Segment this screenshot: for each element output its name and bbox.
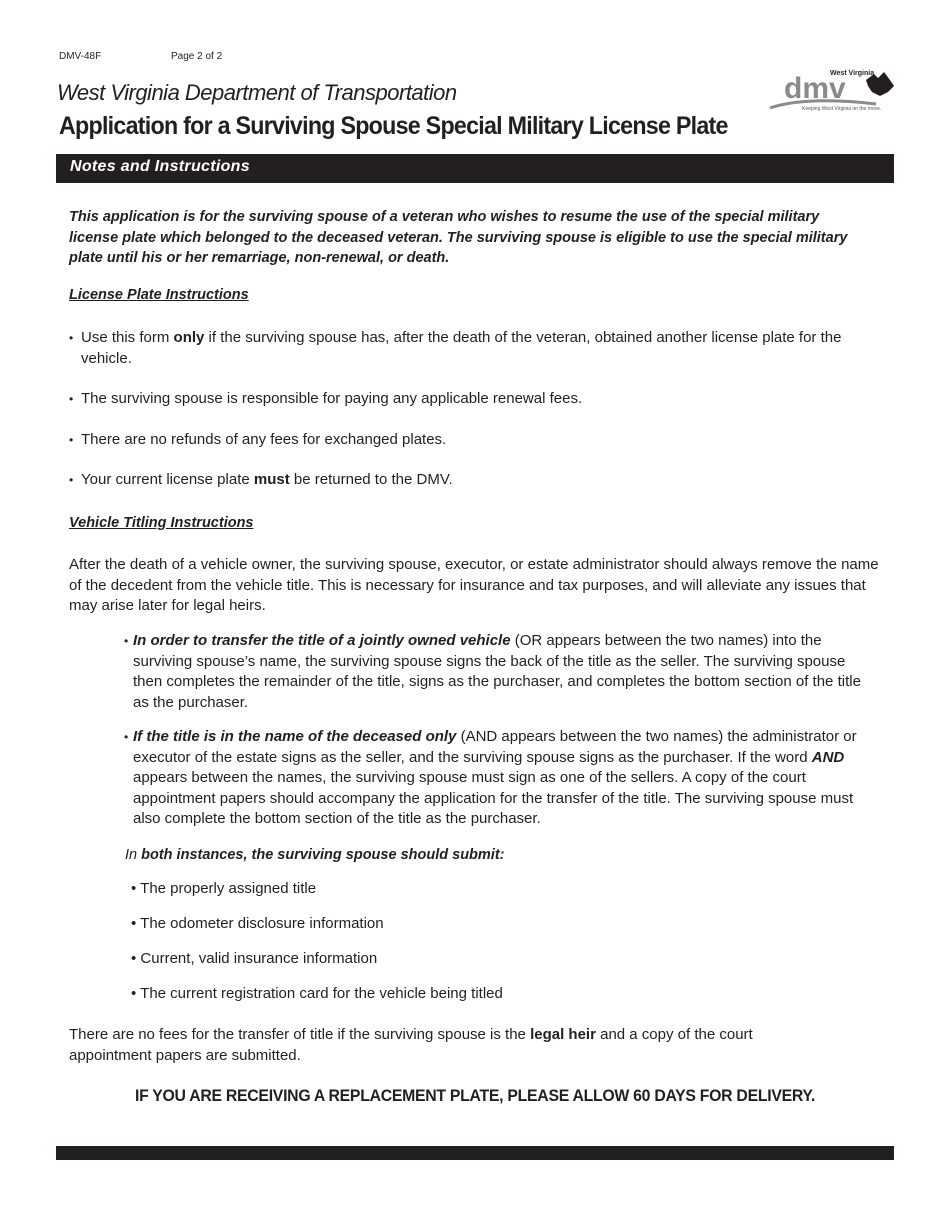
- bullet-dot: •: [69, 331, 74, 345]
- bullet-dot: •: [124, 634, 129, 648]
- license-bullet-4: [69, 470, 869, 491]
- titling-paragraph: After the death of a vehicle owner, the surviving spouse, executor, or estate administrator should always remove the name of the decedent from the vehicle title. This is necessary for insurance and tax purposes, and will alleviate any issues that may arise later for legal heirs.: [69, 556, 879, 614]
- bullet-dot: •: [69, 473, 74, 487]
- license-bullet-2: [69, 389, 869, 410]
- license-bullet-1: [69, 328, 869, 369]
- titling-joint-bullet: [124, 631, 876, 713]
- titling-joint-text: In order to transfer the title of a jointly owned vehicle (OR appears between the two names) into the surviving spouse’s name, the surviving spouse signs the back of the title as the seller. The surviving spouse then completes the remainder of the title, signs as the purchaser, and completes the bottom section of the title as the purchaser.: [133, 632, 861, 711]
- submit-item-4: • The current registration card for the vehicle being titled: [131, 985, 503, 1002]
- both-instances-heading: In both instances, the surviving spouse should submit:: [125, 847, 505, 863]
- titling-deceased-bullet: [124, 727, 876, 830]
- submit-item-1: • The properly assigned title: [131, 880, 317, 897]
- license-bullet-4-text: Your current license plate must be returned to the DMV.: [81, 471, 453, 488]
- fees-paragraph: There are no fees for the transfer of title if the surviving spouse is the legal heir and a copy of the court appointment papers are submitted.: [69, 1026, 753, 1064]
- dmv-logo-state: West Virginia: [830, 70, 875, 77]
- delivery-notice: IF YOU ARE RECEIVING A REPLACEMENT PLATE, PLEASE ALLOW 60 DAYS FOR DELIVERY.: [134, 1086, 816, 1105]
- bottom-bar: [56, 1146, 894, 1160]
- dmv-logo-tagline: Keeping West Virginia on the move.: [802, 106, 882, 112]
- bullet-dot: •: [69, 433, 74, 447]
- dmv-logo-text: dmv: [784, 72, 846, 105]
- titling-deceased-text: If the title is in the name of the deceased only (AND appears between the two names) the administrator or executor of the estate signs as the seller, and the surviving spouse signs as the purchaser. If the word AND appears between the names, the surviving spouse must sign as one of the sellers. A copy of the court appointment papers should accompany the application for the transfer of the title. The surviving spouse must also complete the bottom section of the title as the purchaser.: [133, 728, 857, 827]
- bullet-dot: •: [124, 730, 129, 744]
- titling-heading: Vehicle Titling Instructions: [69, 515, 254, 531]
- license-bullet-3: [69, 430, 869, 451]
- license-bullet-3-text: There are no refunds of any fees for exchanged plates.: [81, 431, 447, 448]
- submit-item-2: • The odometer disclosure information: [131, 915, 384, 932]
- intro-paragraph: This application is for the surviving spouse of a veteran who wishes to resume the use of the special military license plate which belonged to the deceased veteran. The surviving spouse is eligible to use the special military plate until his or her remarriage, non-renewal, or death.: [69, 209, 848, 266]
- license-bullet-1-text: Use this form only if the surviving spouse has, after the death of the veteran, obtained another license plate for the vehicle.: [81, 329, 842, 367]
- dmv-logo-graphic: [766, 66, 898, 112]
- license-plate-heading: License Plate Instructions: [69, 287, 249, 303]
- section-bar-title: Notes and Instructions: [70, 158, 250, 175]
- section-bar: [56, 154, 894, 183]
- page-title: Application for a Surviving Spouse Special Military License Plate: [59, 112, 728, 140]
- dmv-logo: [766, 66, 898, 112]
- page-number: Page 2 of 2: [171, 51, 223, 62]
- department-name: West Virginia Department of Transportation: [57, 80, 457, 105]
- form-number: DMV-48F: [59, 51, 102, 62]
- bullet-dot: •: [69, 392, 74, 406]
- license-bullet-2-text: The surviving spouse is responsible for paying any applicable renewal fees.: [81, 390, 583, 407]
- submit-item-3: • Current, valid insurance information: [131, 950, 378, 967]
